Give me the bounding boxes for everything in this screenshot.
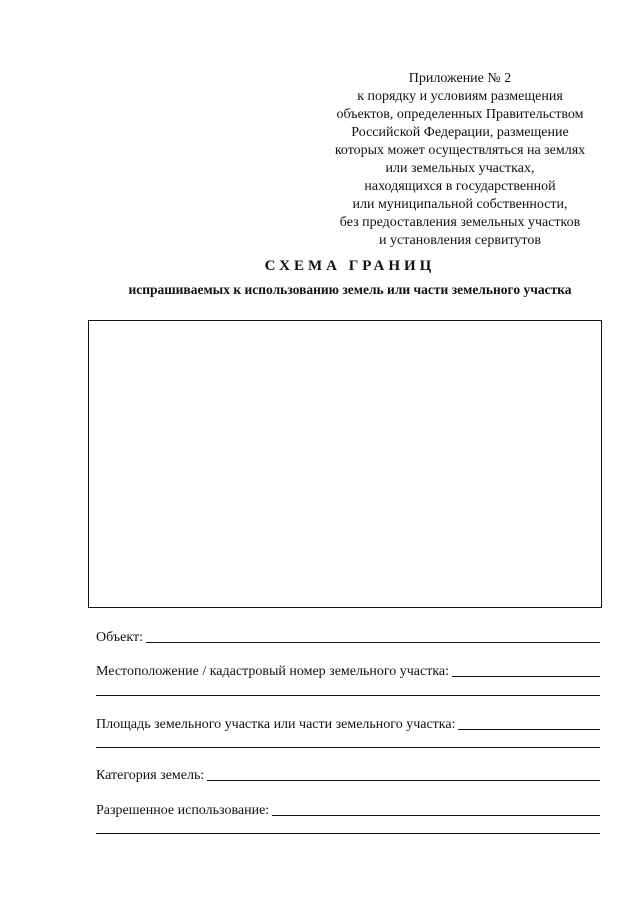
document-subtitle: испрашиваемых к использованию земель или части земельного участка: [128, 282, 572, 297]
object-label: Объект:: [96, 630, 143, 645]
document-title: СХЕМА ГРАНИЦ: [264, 258, 436, 274]
scheme-drawing-area: [88, 320, 602, 608]
appendix-note: [300, 70, 620, 250]
object-field: [96, 626, 600, 646]
area-continuation-line[interactable]: [96, 747, 600, 748]
appendix-line: и установления сервитутов: [379, 233, 541, 248]
appendix-line: Российской Федерации, размещение: [351, 125, 569, 140]
object-line[interactable]: [146, 641, 600, 643]
permitted-use-continuation-line[interactable]: [96, 833, 600, 834]
permitted-use-field: [96, 799, 600, 819]
area-label: Площадь земельного участка или части земельного участка:: [96, 717, 456, 732]
permitted-use-line[interactable]: [272, 814, 600, 816]
location-line[interactable]: [452, 675, 600, 677]
area-field: [96, 713, 600, 733]
location-continuation-line[interactable]: [96, 695, 600, 696]
appendix-line: или земельных участках,: [385, 161, 535, 176]
appendix-line: Приложение № 2: [408, 71, 512, 86]
appendix-line: находящихся в государственной: [364, 179, 556, 194]
category-label: Категория земель:: [96, 768, 205, 783]
permitted-use-label: Разрешенное использование:: [96, 803, 270, 818]
area-line[interactable]: [458, 728, 600, 730]
appendix-line: без предоставления земельных участков: [339, 215, 581, 230]
location-field: [96, 660, 600, 680]
category-field: [96, 764, 600, 784]
appendix-line: или муниципальной собственности,: [352, 197, 568, 212]
appendix-line: объектов, определенных Правительством: [336, 107, 584, 122]
category-line[interactable]: [207, 779, 600, 781]
location-label: Местоположение / кадастровый номер земельного участка:: [96, 664, 450, 679]
appendix-line: к порядку и условиям размещения: [357, 89, 563, 104]
appendix-line: которых может осуществляться на землях: [334, 143, 586, 158]
